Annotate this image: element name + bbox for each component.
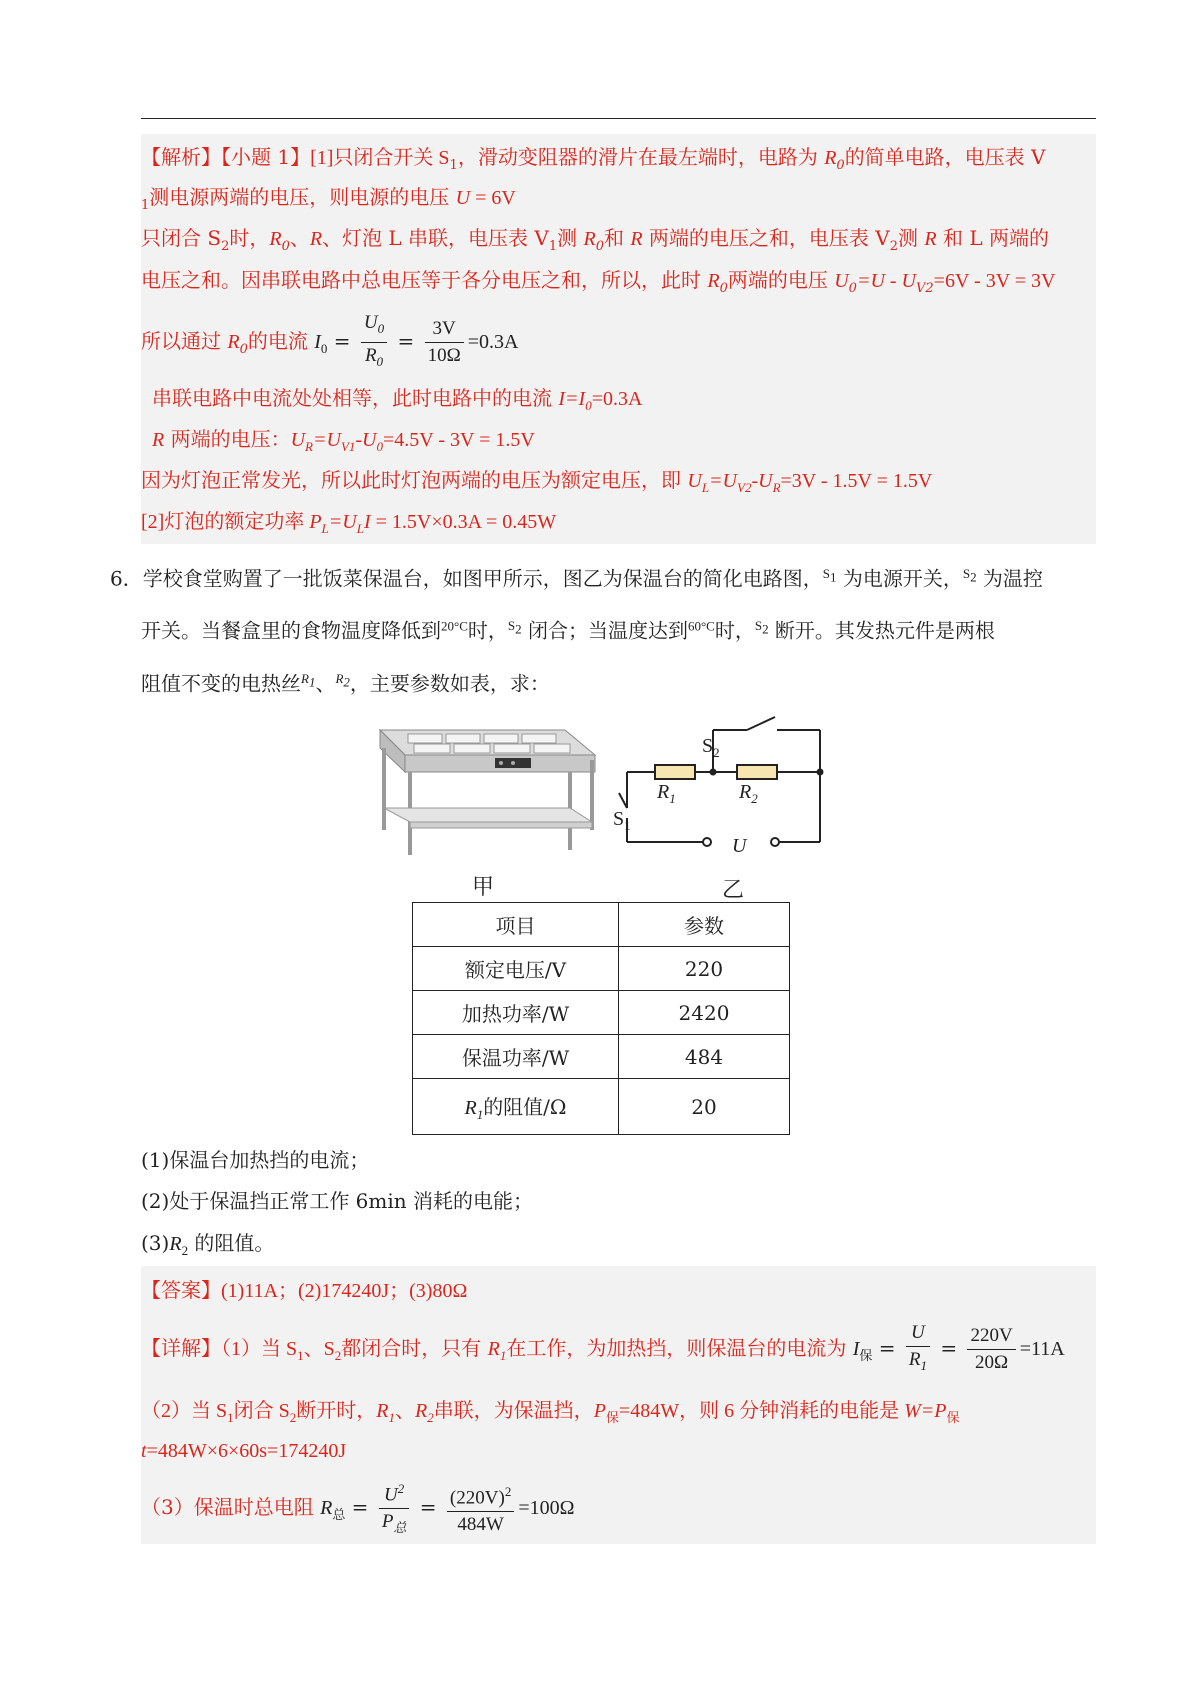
table-row bbox=[413, 991, 790, 1035]
table-cell-value: 2420 bbox=[619, 991, 790, 1035]
sub-question-3: $(3)R_2$ 的阻值。 bbox=[141, 1231, 275, 1258]
table-row bbox=[413, 1079, 790, 1135]
detail-line-1: 【详解】（1）当 $S_1$、$S_2$都闭合时，只有 $R_1$在工作，为加热挡，则保温台的电流为 $I_保$ = $\frac{U}{R_1}$ = $\frac{220V}{20\Omega}$ =11A bbox=[141, 1318, 1065, 1387]
detail-line-2-cont: t=484W×6×60s=174240J bbox=[141, 1440, 347, 1462]
circuit-diagram bbox=[615, 700, 840, 860]
sub-question-1: (1)保温台加热挡的电流； bbox=[141, 1148, 370, 1172]
table-cell-label: $R_1$的阻值/Ω bbox=[413, 1079, 619, 1135]
table-cell-value: 20 bbox=[619, 1079, 790, 1135]
analysis-line-6: 串联电路中电流处处相等，此时电路中的电流 $I=I_0=0.3A$ bbox=[152, 386, 643, 413]
parameter-table bbox=[412, 902, 790, 1135]
terminal-left bbox=[703, 838, 711, 846]
detail-line-3: （3）保温时总电阻 $R_总$ = $\frac{U^2}{P_总}$ = $\frac{(220V)^2}{484W}$ =100Ω bbox=[141, 1476, 574, 1547]
header-rule bbox=[141, 118, 1096, 119]
fraction-u0-r0: $\frac{U_0}{R_0}$ bbox=[361, 310, 387, 375]
table-row bbox=[413, 1035, 790, 1079]
analysis-line-1: 【解析】【小题 1】[1]只闭合开关 $S_1$，滑动变阻器的滑片在最左端时，电路为 $R_0$的简单电路，电压表 V bbox=[141, 145, 1046, 173]
s1-switch-blade bbox=[619, 793, 627, 808]
sub-question-2: (2)处于保温挡正常工作 6min 消耗的电能； bbox=[141, 1189, 534, 1213]
food-warmer-image bbox=[370, 710, 600, 860]
svg-text:R2: $R_2$ bbox=[739, 781, 758, 806]
r2-resistor bbox=[737, 765, 777, 779]
analysis-line-8: 因为灯泡正常发光，所以此时灯泡两端的电压为额定电压，即 $U_L=U_{V2}-U_R=3V - 1.5V = 1.5V$ bbox=[141, 468, 933, 495]
analysis-line-5: 所以通过 $R_0$的电流 $I_0$ = $\frac{U_0}{R_0}$ = $\frac{3V}{10\Omega}$ =0.3A bbox=[141, 310, 518, 380]
question-line-1: 6．学校食堂购置了一批饭菜保温台，如图甲所示，图乙为保温台的简化电路图，$^{S_1}$ 为电源开关，$^{S_2}$ 为温控 bbox=[110, 566, 1043, 591]
table-cell-value: 484 bbox=[619, 1035, 790, 1079]
analysis-line-9: [2]灯泡的额定功率 $P_L=U_LI = 1.5V\times 0.3A = 0.45W$ bbox=[141, 511, 557, 536]
table-cell-label: 保温功率/W bbox=[413, 1035, 619, 1079]
table-header-value: 参数 bbox=[619, 903, 790, 947]
s2-switch-blade bbox=[747, 717, 775, 730]
figure-label-yi: 乙 bbox=[722, 878, 745, 903]
answer-line: 【答案】(1)11A；(2)174240J；(3)80Ω bbox=[141, 1278, 468, 1302]
detail-line-2: （2）当 $S_1$闭合 $S_2$断开时，$R_1$、$R_2$串联，为保温挡，$P_保=484W$，则 6 分钟消耗的电能是 $W=P_保$ bbox=[141, 1398, 960, 1426]
table-cell-label: 加热功率/W bbox=[413, 991, 619, 1035]
question-line-3: 阻值不变的电热丝$^{R_1}$、$^{R_2}$，主要参数如表，求： bbox=[141, 671, 550, 696]
analysis-line-2: $_1$测电源两端的电压，则电源的电压 U = 6V bbox=[141, 185, 516, 213]
table-cell-label: 额定电压/V bbox=[413, 947, 619, 991]
fraction-220v-20ohm: $\frac{220V}{20\Omega}$ bbox=[967, 1323, 1015, 1376]
question-line-2: 开关。当餐盒里的食物温度降低到$^{20^\circ C}$时，$^{S_2}$ 闭合；当温度达到$^{60^\circ C}$时，$^{S_2}$ 断开。其发热元件是两根 bbox=[141, 618, 995, 643]
fraction-220v2-484w: $\frac{(220V)^2}{484W}$ bbox=[447, 1479, 514, 1538]
table-cell-value: 220 bbox=[619, 947, 790, 991]
svg-text:S2: $S_2$ bbox=[702, 735, 720, 760]
analysis-line-3: 只闭合 $S_2$时，$R_0$、R、灯泡 L 串联，电压表 $V_1$测 $R_0$和 R 两端的电压之和，电压表 $V_2$测 R 和 L 两端的 bbox=[141, 226, 1049, 254]
fraction-3v-10ohm: $\frac{3V}{10\Omega}$ bbox=[425, 316, 464, 369]
figure-label-jia: 甲 bbox=[472, 875, 495, 900]
r1-resistor bbox=[655, 765, 695, 779]
svg-text:R1: $R_1$ bbox=[657, 781, 676, 806]
fraction-u-r1: $\frac{U}{R_1}$ bbox=[906, 1320, 930, 1379]
fraction-u2-p: $\frac{U^2}{P_总}$ bbox=[379, 1476, 410, 1541]
terminal-right bbox=[771, 838, 779, 846]
analysis-line-7: R 两端的电压：$U_R=U_{V1}-U_0=4.5V - 3V = 1.5V$ bbox=[152, 427, 535, 454]
analysis-line-4: 电压之和。因串联电路中总电压等于各分电压之和，所以，此时 $R_0$两端的电压 $U_0=U - U_{V2}=6V - 3V = 3V$ bbox=[141, 268, 1056, 296]
svg-text:U: U bbox=[732, 835, 747, 857]
table-row bbox=[413, 947, 790, 991]
table-header-item: 项目 bbox=[413, 903, 619, 947]
table-header-row bbox=[413, 903, 790, 947]
svg-text:S1: $S_1$ bbox=[613, 808, 631, 833]
